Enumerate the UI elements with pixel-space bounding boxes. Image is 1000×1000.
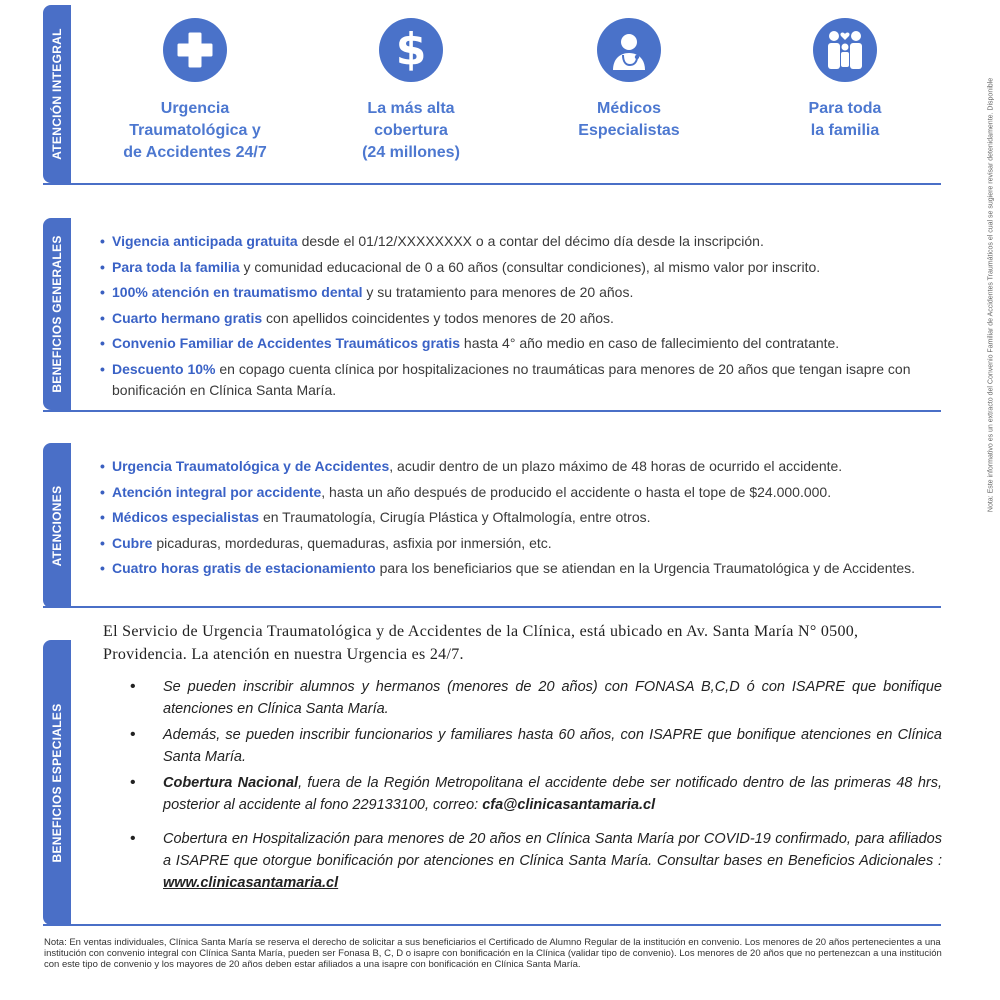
feature-label: La más alta cobertura (24 millones) — [362, 100, 460, 161]
section-tab-atenciones — [43, 443, 71, 608]
section-title: BENEFICIOS ESPECIALES — [50, 703, 64, 862]
divider — [43, 606, 941, 608]
list-item: • Cubre picaduras, mordeduras, quemaduras, asfixia por inmersión, etc. — [100, 533, 950, 554]
beneficios-especiales-list — [130, 676, 942, 898]
feature-label: Médicos Especialistas — [578, 100, 680, 139]
family-icon — [813, 18, 877, 82]
beneficios-generales-list — [100, 231, 950, 405]
feature-cobertura — [331, 18, 491, 164]
section-title: BENEFICIOS GENERALES — [50, 235, 64, 393]
feature-urgencia — [115, 18, 275, 164]
list-item: • Urgencia Traumatológica y de Accidentes, acudir dentro de un plazo máximo de 48 horas de ocurrido el accidente. — [100, 456, 950, 477]
feature-label: Urgencia Traumatológica y de Accidentes 24/7 — [123, 100, 267, 161]
section-tab-beneficios-especiales — [43, 640, 71, 925]
list-item: • Cuarto hermano gratis con apellidos coincidentes y todos menores de 20 años. — [100, 308, 950, 329]
dollar-icon: $ — [379, 18, 443, 82]
email-link[interactable]: cfa@clinicasantamaria.cl — [482, 797, 656, 813]
section-tab-atencion-integral — [43, 5, 71, 183]
list-item: • Se pueden inscribir alumnos y hermanos (menores de 20 años) con FONASA B,C,D ó con ISAPRE que bonifique atenciones en Clínica Santa María. — [130, 676, 942, 720]
atenciones-list — [100, 456, 950, 584]
side-note: Nota: Este informativo es un extracto del Convenio Familiar de Accidentes Traumáticos el cual se sugiere revisar detenidamente. Disponible — [987, 77, 995, 513]
divider — [43, 924, 941, 926]
divider — [43, 410, 941, 412]
feature-familia — [765, 18, 925, 142]
list-item: • Además, se pueden inscribir funcionarios y familiares hasta 60 años, con ISAPRE que bonifique atenciones en Clínica Santa María. — [130, 724, 942, 768]
servicio-urgencia-paragraph: El Servicio de Urgencia Traumatológica y de Accidentes de la Clínica, está ubicado en Av. Santa María N° 0500, Providencia. La atención en nuestra Urgencia es 24/7. — [103, 623, 859, 663]
medical-cross-icon — [163, 18, 227, 82]
section-title: ATENCIONES — [50, 485, 64, 566]
list-item: • Cobertura en Hospitalización para menores de 20 años en Clínica Santa María por COVID-19 confirmado, para afiliados a ISAPRE que otorgue bonificación por atenciones en Clínica Santa María. Consultar bases en Beneficios Adicionales : www.clinicasantamaria.cl — [130, 828, 942, 894]
list-item: • Descuento 10% en copago cuenta clínica por hospitalizaciones no traumáticas para menores de 20 años que tengan isapre con bonificación en Clínica Santa María. — [100, 359, 950, 401]
divider — [43, 183, 941, 185]
section-tab-beneficios-generales — [43, 218, 71, 410]
list-item: • Cuatro horas gratis de estacionamiento para los beneficiarios que se atiendan en la Urgencia Traumatológica y de Accidentes. — [100, 558, 950, 579]
list-item: • Vigencia anticipada gratuita desde el 01/12/XXXXXXXX o a contar del décimo día desde la inscripción. — [100, 231, 950, 252]
doctor-icon — [597, 18, 661, 82]
feature-medicos — [549, 18, 709, 142]
list-item: • Atención integral por accidente, hasta un año después de producido el accidente o hasta el tope de $24.000.000. — [100, 482, 950, 503]
footer-note: Nota: En ventas individuales, Clínica Santa María se reserva el derecho de solicitar a sus beneficiarios el Certificado de Alumno Regular de la institución en convenio. Los menores de 20 años pertenecientes a una institución con convenio integral con Clínica Santa María, pueden ser Fonasa B, C, D o isapre con bonificación en la Clínica (validar tipo de convenio). Los menores de 20 años que no pertenezcan a una institución con este tipo de convenio y los mayores de 20 años deben estar afiliados a una isapre con bonificación en Clínica Santa María. — [44, 937, 942, 970]
list-item: • Convenio Familiar de Accidentes Traumáticos gratis hasta 4° año medio en caso de fallecimiento del contratante. — [100, 333, 950, 354]
feature-label: Para toda la familia — [808, 100, 882, 139]
list-item: • Cobertura Nacional, fuera de la Región Metropolitana el accidente debe ser notificado dentro de las primeras 48 hrs, posterior al accidente al fono 229133100, correo: cfa@clinicasantamaria.cl — [130, 772, 942, 816]
list-item: • Médicos especialistas en Traumatología, Cirugía Plástica y Oftalmología, entre otros. — [100, 507, 950, 528]
list-item: • Para toda la familia y comunidad educacional de 0 a 60 años (consultar condiciones), al mismo valor por inscrito. — [100, 257, 950, 278]
website-link[interactable]: www.clinicasantamaria.cl — [163, 875, 339, 891]
list-item: • 100% atención en traumatismo dental y su tratamiento para menores de 20 años. — [100, 282, 950, 303]
section-title: ATENCIÓN INTEGRAL — [50, 28, 64, 160]
